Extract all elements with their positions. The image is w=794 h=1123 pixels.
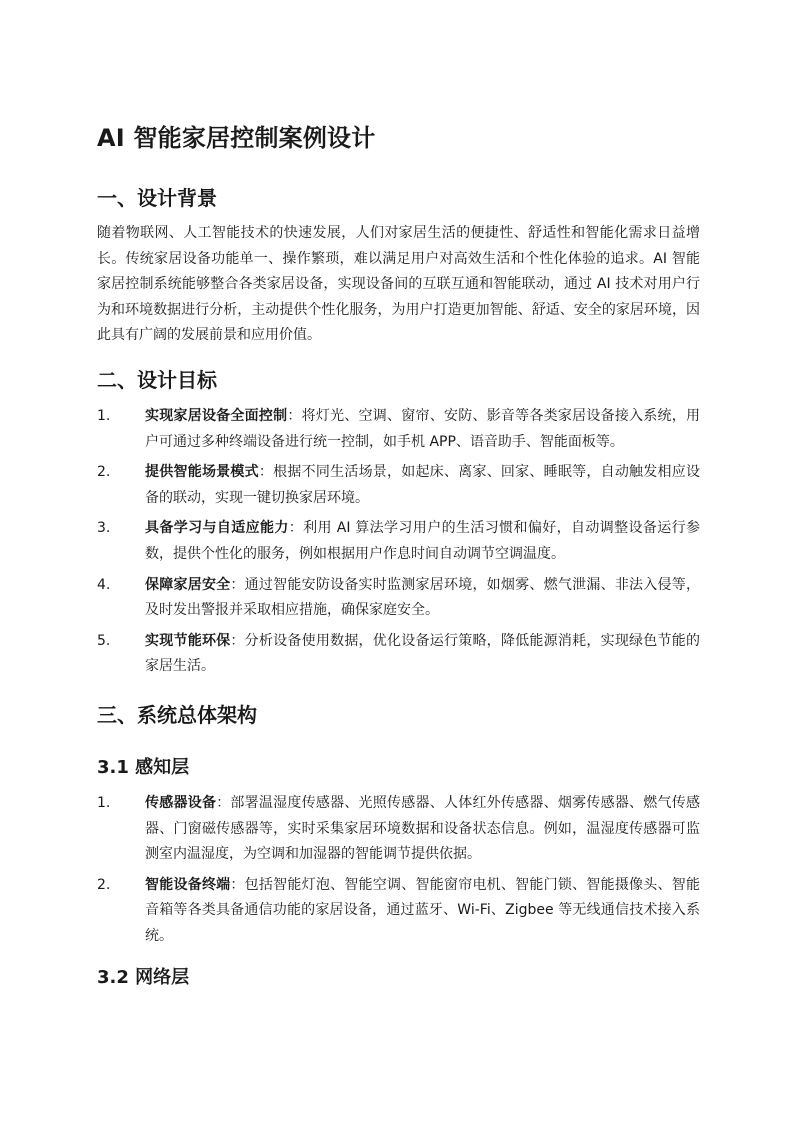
subsection-heading-network: 3.2 网络层 <box>97 967 190 988</box>
goals-list <box>97 404 700 685</box>
section-heading-background: 一、设计背景 <box>97 186 217 210</box>
list-item <box>97 460 700 511</box>
list-item <box>97 573 700 624</box>
list-term: 保障家居安全 <box>145 576 231 593</box>
subsection-heading-perception: 3.1 感知层 <box>97 757 190 778</box>
list-term: 提供智能场景模式 <box>145 464 259 481</box>
list-item <box>97 873 700 950</box>
list-number: 2. <box>97 876 111 893</box>
list-term: 智能设备终端 <box>145 876 231 893</box>
list-item <box>97 516 700 567</box>
section-heading-goals: 二、设计目标 <box>97 368 217 392</box>
list-text: ：将灯光、空调、窗帘、安防、影音等各类家居设备接入系统，用户可通过多种终端设备进行统一控制，如手机 APP、语音助手、智能面板等。 <box>145 408 701 450</box>
list-number: 3. <box>97 520 111 537</box>
list-text: ：利用 AI 算法学习用户的生活习惯和偏好，自动调整设备运行参数，提供个性化的服务，例如根据用户作息时间自动调节空调温度。 <box>145 520 701 562</box>
list-text: ：包括智能灯泡、智能空调、智能窗帘电机、智能门锁、智能摄像头、智能音箱等各类具备通信功能的家居设备，通过蓝牙、Wi-Fi、Zigbee 等无线通信技术接入系统。 <box>145 876 700 944</box>
document-title: AI 智能家居控制案例设计 <box>97 124 376 152</box>
list-number: 1. <box>97 408 111 424</box>
list-text: ：部署温湿度传感器、光照传感器、人体红外传感器、烟雾传感器、燃气传感器、门窗磁传感器等，实时采集家居环境数据和设备状态信息。例如，温湿度传感器可监测室内温湿度，为空调和加湿器的智能调节提供依据。 <box>145 795 701 863</box>
background-paragraph: 随着物联网、人工智能技术的快速发展，人们对家居生活的便捷性、舒适性和智能化需求日益增长。传统家居设备功能单一、操作繁琐，难以满足用户对高效生活和个性化体验的追求。AI 智能家居控制系统能够整合各类家居设备，实现设备间的互联互通和智能联动，通过 AI 技术对用户行为和环境数据进行分析，主动提供个性化服务，为用户打造更加智能、舒适、安全的家居环境，因此具有广阔的发展前景和应用价值。 <box>97 225 700 344</box>
list-text: ：根据不同生活场景，如起床、离家、回家、睡眠等，自动触发相应设备的联动，实现一键切换家居环境。 <box>145 464 701 506</box>
list-number: 4. <box>97 576 111 593</box>
list-term: 实现家居设备全面控制 <box>145 408 288 424</box>
perception-list <box>97 791 700 955</box>
list-item <box>97 629 700 680</box>
list-item <box>97 791 700 868</box>
list-term: 具备学习与自适应能力 <box>145 520 289 537</box>
list-text: ：通过智能安防设备实时监测家居环境，如烟雾、燃气泄漏、非法入侵等，及时发出警报并采取相应措施，确保家庭安全。 <box>145 576 700 619</box>
list-item <box>97 404 700 455</box>
list-number: 5. <box>97 632 111 649</box>
list-text: ：分析设备使用数据，优化设备运行策略，降低能源消耗，实现绿色节能的家居生活。 <box>145 632 700 675</box>
section-heading-architecture: 三、系统总体架构 <box>97 703 257 727</box>
list-number: 1. <box>97 795 111 811</box>
list-term: 传感器设备 <box>145 795 217 811</box>
list-number: 2. <box>97 464 111 481</box>
list-term: 实现节能环保 <box>145 632 231 649</box>
